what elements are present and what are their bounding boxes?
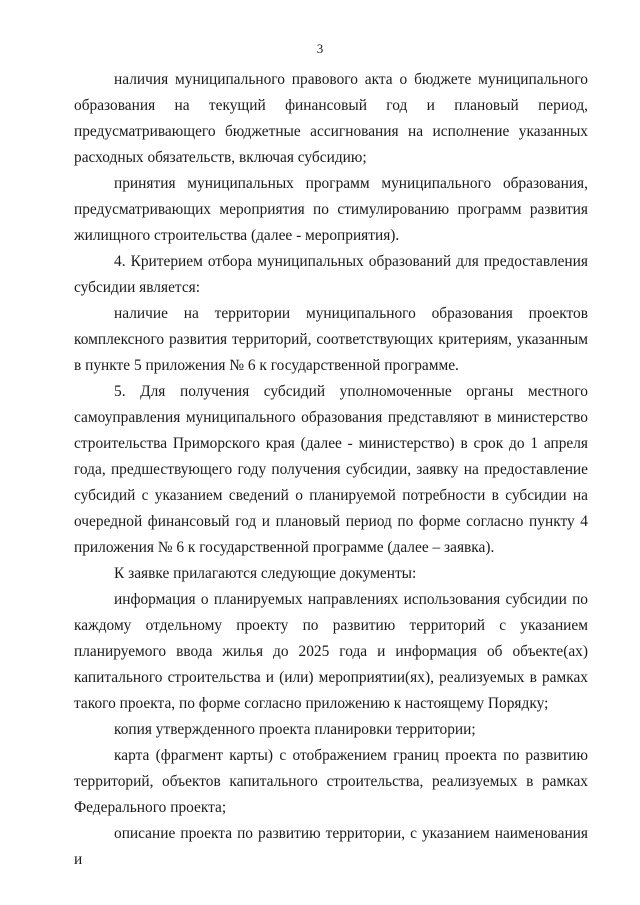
paragraph-territory-projects: наличие на территории муниципального образования проектов комплексного развития территорий, соответствующих критериям, указанным в пункте 5 приложения № 6 к государственной программе. <box>74 305 588 374</box>
paragraph-project-description: описание проекта по развитию территории, с указанием наименования и <box>74 825 588 868</box>
paragraph-selection-criterion: 4. Критерием отбора муниципальных образований для предоставления субсидии является: <box>74 253 588 296</box>
paragraph-map-fragment: карта (фрагмент карты) с отображением границ проекта по развитию территорий, объектов капитального строительства, реализуемых в рамках Федерального проекта; <box>74 747 588 816</box>
paragraph-planning-project-copy: копия утвержденного проекта планировки территории; <box>114 721 476 738</box>
paragraph-municipal-programs: принятия муниципальных программ муниципального образования, предусматривающих мероприятия по стимулированию программ развития жилищного строительства (далее - мероприятия). <box>74 175 588 244</box>
paragraph-attached-documents: К заявке прилагаются следующие документы: <box>114 565 417 582</box>
document-body <box>74 67 588 873</box>
paragraph-subsidy-usage-info: информация о планируемых направлениях использования субсидии по каждому отдельному проекту по развитию территорий с указанием планируемого ввода жилья до 2025 года и информация об объекте(ах) капитального строительства и (или) мероприятии(ях), реализуемых в рамках такого проекта, по форме согласно приложению к настоящему Порядку; <box>74 591 588 712</box>
page-number: 3 <box>316 41 324 56</box>
paragraph-budget-act: наличия муниципального правового акта о бюджете муниципального образования на текущий финансовый год и плановый период, предусматривающего бюджетные ассигнования на исполнение указанных расходных обязательств, включая субсидию; <box>74 71 588 166</box>
paragraph-application-submission: 5. Для получения субсидий уполномоченные органы местного самоуправления муниципального образования представляют в министерство строительства Приморского края (далее - министерство) в срок до 1 апреля года, предшествующего году получения субсидии, заявку на предоставление субсидий с указанием сведений о планируемой потребности в субсидии на очередной финансовый год и плановый период по форме согласно пункту 4 приложения № 6 к государственной программе (далее – заявка). <box>74 383 588 556</box>
